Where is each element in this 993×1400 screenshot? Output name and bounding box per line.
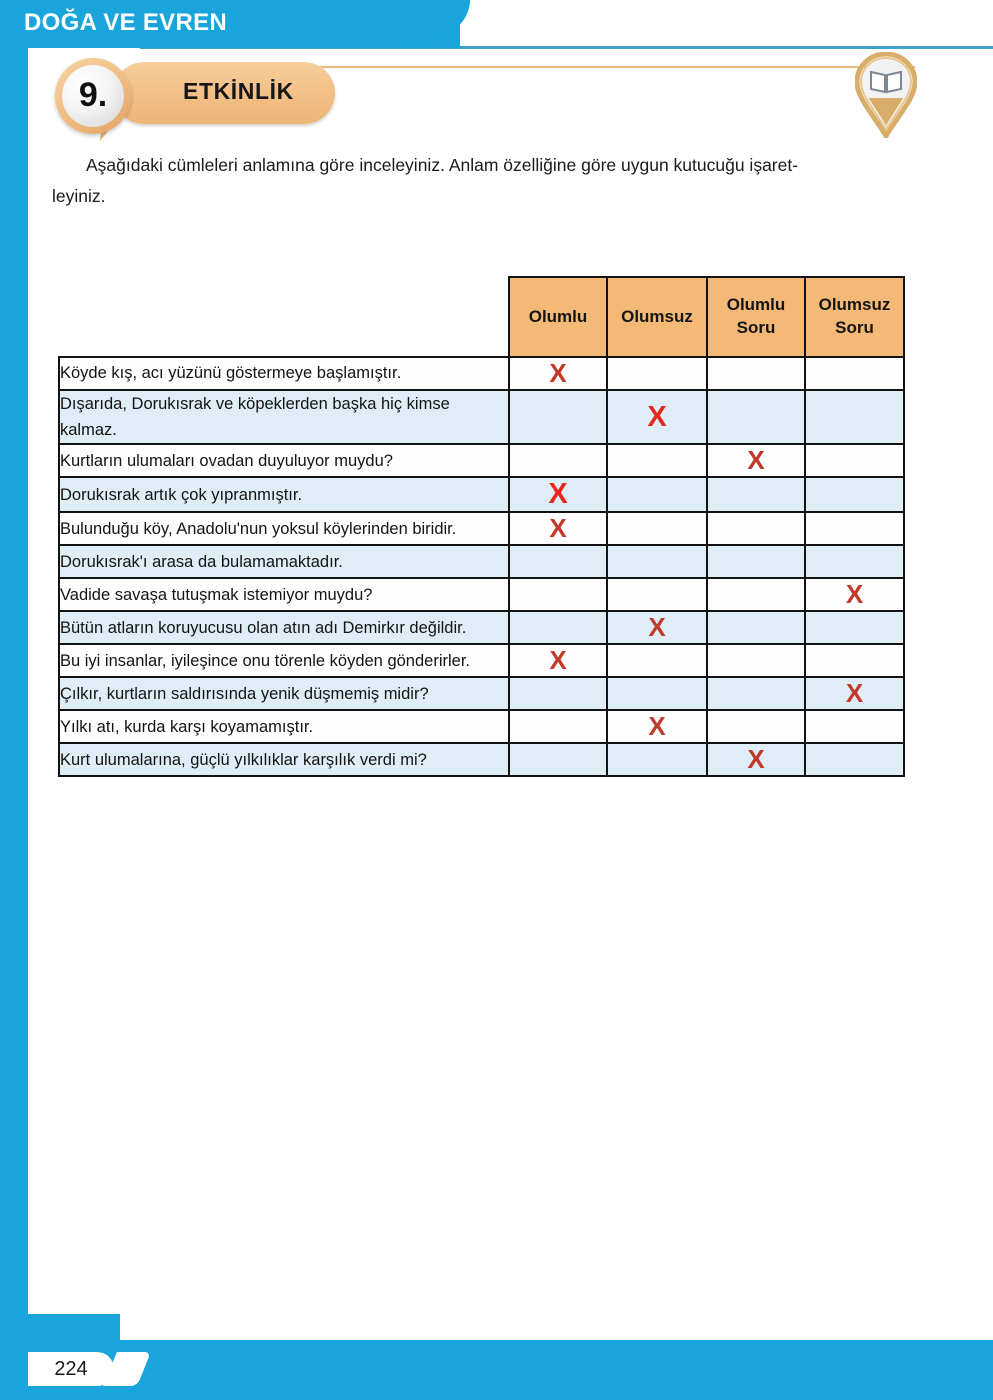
checkbox-cell[interactable] — [707, 357, 805, 390]
column-header-olumsuz-soru — [805, 277, 904, 357]
sentence-cell: Kurt ulumalarına, güçlü yılkılıklar karşılık verdi mi? — [59, 743, 509, 776]
activity-number-ring — [55, 58, 131, 134]
checkbox-cell[interactable] — [509, 578, 607, 611]
checkbox-cell[interactable] — [707, 512, 805, 545]
footer-bar — [0, 1340, 993, 1400]
table-row — [59, 644, 904, 677]
instruction-text — [52, 150, 932, 211]
checkbox-cell[interactable] — [805, 644, 904, 677]
x-mark: X — [549, 358, 567, 388]
checkbox-cell[interactable] — [607, 710, 707, 743]
sentence-cell: Dorukısrak artık çok yıpranmıştır. — [59, 477, 509, 512]
checkbox-cell[interactable] — [509, 444, 607, 477]
table-row — [59, 512, 904, 545]
checkbox-cell[interactable] — [707, 611, 805, 644]
sentence-cell: Bu iyi insanlar, iyileşince onu törenle köyden gönderirler. — [59, 644, 509, 677]
checkbox-cell[interactable] — [707, 677, 805, 710]
table-row — [59, 611, 904, 644]
column-header-olumlu-soru-top: Olumlu — [726, 295, 786, 315]
x-mark: X — [845, 678, 864, 709]
table-row — [59, 578, 904, 611]
checkbox-cell[interactable] — [509, 545, 607, 578]
table-row — [59, 710, 904, 743]
sentence-cell: Dorukısrak'ı arasa da bulamamaktadır. — [59, 545, 509, 578]
unit-title: DOĞA VE EVREN — [24, 9, 228, 36]
checkbox-cell[interactable] — [607, 545, 707, 578]
checkbox-cell[interactable] — [805, 357, 904, 390]
checkbox-cell[interactable] — [607, 477, 707, 512]
checkbox-cell[interactable] — [607, 644, 707, 677]
sentence-cell: Bulunduğu köy, Anadolu'nun yoksul köylerinden biridir. — [59, 512, 509, 545]
activity-header — [55, 58, 855, 130]
checkbox-cell[interactable] — [707, 545, 805, 578]
table-body — [59, 357, 904, 776]
x-mark: X — [845, 579, 864, 610]
checkbox-cell[interactable] — [805, 477, 904, 512]
table-row — [59, 357, 904, 390]
table-row — [59, 444, 904, 477]
checkbox-cell[interactable] — [509, 611, 607, 644]
checkbox-cell[interactable] — [607, 512, 707, 545]
sentence-cell: Köyde kış, acı yüzünü göstermeye başlamıştır. — [59, 357, 509, 390]
checkbox-cell[interactable] — [805, 512, 904, 545]
checkbox-cell[interactable] — [509, 743, 607, 776]
checkbox-cell[interactable] — [707, 644, 805, 677]
x-mark: X — [647, 400, 667, 433]
checkbox-cell[interactable] — [509, 710, 607, 743]
checkbox-cell[interactable] — [805, 390, 904, 444]
column-header-olumsuz-soru-bottom: Soru — [835, 318, 874, 337]
x-mark: X — [549, 513, 567, 544]
checkbox-cell[interactable] — [509, 357, 607, 390]
x-mark: X — [549, 645, 567, 676]
checkbox-cell[interactable] — [509, 390, 607, 444]
page-number: 224 — [28, 1352, 114, 1386]
checkbox-cell[interactable] — [707, 390, 805, 444]
x-mark: X — [648, 711, 666, 742]
sentence-cell: Yılkı atı, kurda karşı koyamamıştır. — [59, 710, 509, 743]
open-book-icon — [855, 52, 917, 138]
instruction-line-2: leyiniz. — [52, 185, 106, 206]
table-header-row — [59, 277, 904, 357]
checkbox-cell[interactable] — [707, 743, 805, 776]
table-row — [59, 390, 904, 444]
left-blue-spine — [0, 48, 28, 1340]
activity-number: 9. — [78, 76, 108, 114]
sentence-cell: Vadide savaşa tutuşmak istemiyor muydu? — [59, 578, 509, 611]
checkbox-cell[interactable] — [607, 677, 707, 710]
sentence-cell: Kurtların ulumaları ovadan duyuluyor muydu? — [59, 444, 509, 477]
checkbox-cell[interactable] — [509, 477, 607, 512]
checkbox-cell[interactable] — [805, 743, 904, 776]
checkbox-cell[interactable] — [805, 578, 904, 611]
activity-label: ETKİNLİK — [183, 78, 294, 104]
activity-number-disc — [62, 65, 124, 127]
checkbox-cell[interactable] — [607, 611, 707, 644]
checkbox-cell[interactable] — [509, 677, 607, 710]
x-mark: X — [747, 744, 765, 775]
sentence-cell: Dışarıda, Dorukısrak ve köpeklerden başka hiç kimse kalmaz. — [59, 390, 509, 444]
classification-table — [58, 276, 905, 777]
checkbox-cell[interactable] — [805, 611, 904, 644]
table-row — [59, 743, 904, 776]
footer-notch — [0, 1314, 120, 1340]
checkbox-cell[interactable] — [607, 578, 707, 611]
sentence-cell: Bütün atların koruyucusu olan atın adı Demirkır değildir. — [59, 611, 509, 644]
column-header-olumsuz-soru-top: Olumsuz — [818, 295, 891, 315]
x-mark: X — [648, 612, 666, 643]
checkbox-cell[interactable] — [509, 512, 607, 545]
column-header-olumlu-soru-bottom: Soru — [736, 318, 776, 337]
checkbox-cell[interactable] — [805, 677, 904, 710]
checkbox-cell[interactable] — [607, 357, 707, 390]
header-spacer — [59, 277, 509, 357]
table-row — [59, 477, 904, 512]
checkbox-cell[interactable] — [509, 644, 607, 677]
checkbox-cell[interactable] — [707, 477, 805, 512]
instruction-line-1: Aşağıdaki cümleleri anlamına göre inceleyiniz. Anlam özelliğine göre uygun kutucuğu işaret- — [86, 155, 799, 175]
column-header-olumsuz — [607, 277, 707, 357]
column-header-olumlu-top: Olumlu — [528, 306, 588, 326]
table-row — [59, 677, 904, 710]
checkbox-cell[interactable] — [607, 743, 707, 776]
checkbox-cell[interactable] — [707, 710, 805, 743]
checkbox-cell[interactable] — [707, 444, 805, 477]
sentence-cell: Çılkır, kurtların saldırısında yenik düşmemiş midir? — [59, 677, 509, 710]
table-row — [59, 545, 904, 578]
checkbox-cell[interactable] — [805, 710, 904, 743]
column-header-olumlu — [509, 277, 607, 357]
checkbox-cell[interactable] — [805, 545, 904, 578]
x-mark: X — [747, 445, 765, 476]
checkbox-cell[interactable] — [607, 390, 707, 444]
x-mark: X — [548, 478, 568, 511]
column-header-olumsuz-top: Olumsuz — [621, 306, 693, 326]
column-header-olumlu-soru — [707, 277, 805, 357]
checkbox-cell[interactable] — [607, 444, 707, 477]
checkbox-cell[interactable] — [707, 578, 805, 611]
checkbox-cell[interactable] — [805, 444, 904, 477]
